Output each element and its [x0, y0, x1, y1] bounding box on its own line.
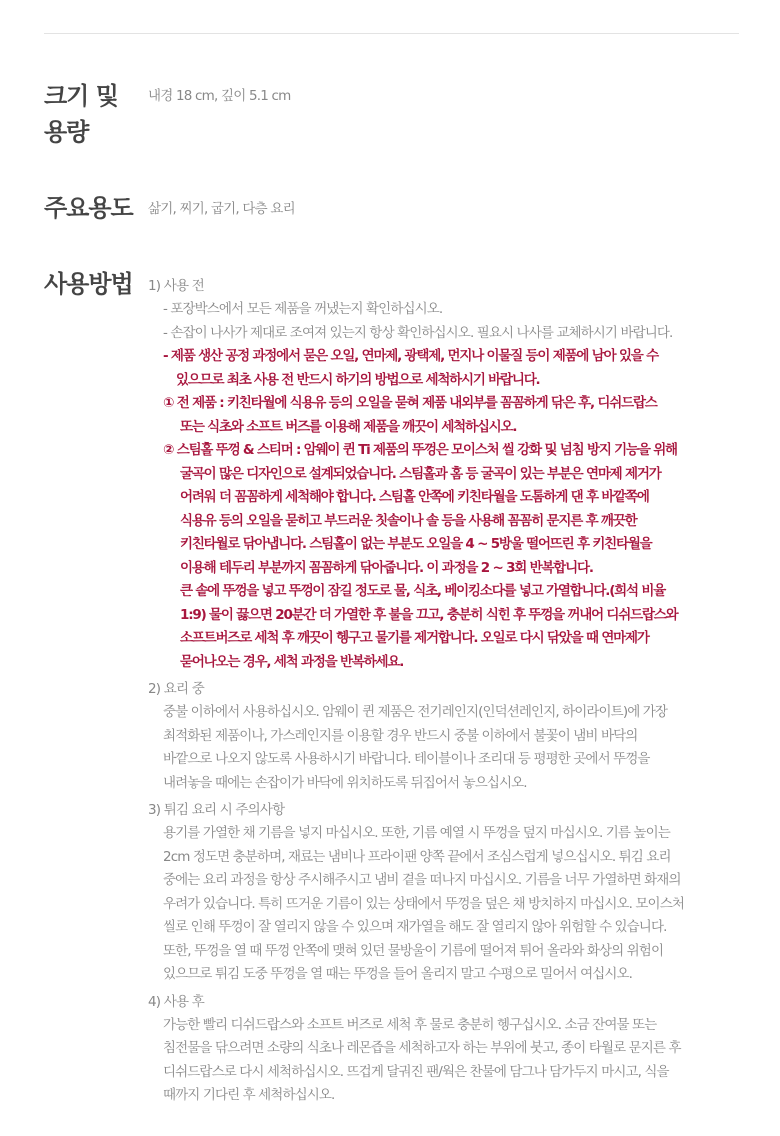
during-cooking-line: 내려놓을 때에는 손잡이가 바닥에 위치하도록 뒤집어서 놓으십시오. [163, 774, 527, 791]
step2-line: 식용유 등의 오일을 묻히고 부드러운 칫솔이나 솔 등을 사용해 꼼꼼히 문지른 후 깨끗한 [180, 512, 637, 529]
size-heading-line2: 용량 [44, 118, 89, 146]
step2-line: 큰 솥에 뚜껑을 넣고 뚜껑이 잠길 정도로 물, 식초, 베이킹소다를 넣고 가열합니다.(희석 비율 [180, 583, 666, 599]
usage-section [44, 190, 744, 230]
during-cooking-line: 중불 이하에서 사용하십시오. 암웨이 퀸 제품은 전기레인지(인덕션레인지, 하이라이트)에 가장 [163, 704, 668, 720]
after-use-line: 가능한 빨리 디쉬드랍스와 소프트 버즈로 세척 후 물로 충분히 헹구십시오. 소금 잔여물 또는 [163, 1016, 657, 1033]
during-cooking-block [148, 678, 738, 795]
step2-line: 1:9) 물이 끓으면 20분간 더 가열한 후 불을 끄고, 충분히 식힌 후 뚜껑을 꺼내어 디쉬드랍스와 [180, 606, 678, 623]
step2-line: 키친타월로 닦아냅니다. 스팀홀이 없는 부분도 오일을 4 ~ 5방울 떨어뜨린 후 키친타월을 [180, 536, 652, 552]
before-use-line: - 손잡이 나사가 제대로 조여져 있는지 항상 확인하십시오. 필요시 나사를 교체하시기 바랍니다. [163, 324, 673, 341]
size-heading [44, 78, 144, 150]
before-use-warning-line: - 제품 생산 공정 과정에서 묻은 오일, 연마제, 광택제, 먼지나 이물질 등이 제품에 남아 있을 수 [163, 348, 658, 364]
after-use-block [148, 991, 738, 1108]
size-section [44, 78, 744, 153]
step2-line: 묻어나오는 경우, 세척 과정을 반복하세요. [180, 653, 404, 670]
during-cooking-line: 바깥으로 나오지 않도록 사용하시기 바랍니다. 테이블이나 조리대 등 평평한 곳에서 뚜껑을 [163, 751, 650, 767]
top-divider [44, 33, 739, 34]
frying-caution-block [148, 799, 738, 987]
frying-caution-line: 또한, 뚜껑을 열 때 뚜껑 안쪽에 맺혀 있던 물방울이 기름에 떨어져 튀어 올라와 화상의 위험이 [163, 942, 664, 959]
howto-heading: 사용방법 [44, 270, 133, 298]
frying-caution-line: 중에는 요리 과정을 항상 주시해주시고 냄비 곁을 떠나지 마십시오. 기름을 너무 가열하면 화재의 [163, 872, 681, 888]
step2-line: 굴곡이 많은 디자인으로 설계되었습니다. 스팀홀과 홈 등 굴곡이 있는 부분은 연마제 제거가 [180, 465, 661, 482]
after-use-title: 4) 사용 후 [148, 993, 204, 1010]
after-use-line: 때까지 기다린 후 세척하십시오. [163, 1087, 335, 1103]
before-use-line: - 포장박스에서 모든 제품을 꺼냈는지 확인하십시오. [163, 301, 443, 317]
howto-section [44, 266, 744, 1116]
frying-caution-line: 씰로 인해 뚜껑이 잘 열리지 않을 수 있으며 재가열을 해도 잘 열리지 않아 위험할 수 있습니다. [163, 919, 667, 935]
usage-heading: 주요용도 [44, 194, 133, 222]
howto-body [148, 275, 738, 1108]
after-use-line: 디쉬드랍스로 다시 세척하십시오. 뜨겁게 달궈진 팬/웍은 찬물에 담그나 담가두지 마시고, 식을 [163, 1063, 669, 1080]
frying-caution-line: 우려가 있습니다. 특히 뜨거운 기름이 있는 상태에서 뚜껑을 덮은 채 방치하지 마십시오. 모이스처 [163, 895, 684, 912]
step2-line: ② 스팀홀 뚜껑 & 스티머 : 암웨이 퀸 Ti 제품의 뚜껑은 모이스처 씰 강화 및 넘침 방지 기능을 위해 [163, 442, 677, 458]
before-use-block [148, 275, 738, 674]
size-value: 내경 18 cm, 깊이 5.1 cm [148, 88, 291, 104]
usage-value: 삶기, 찌기, 굽기, 다층 요리 [148, 201, 295, 217]
step1-line: ① 전 제품 : 키친타월에 식용유 등의 오일을 묻혀 제품 내외부를 꼼꼼하게 닦은 후, 디쉬드랍스 [163, 395, 657, 411]
frying-caution-title: 3) 튀김 요리 시 주의사항 [148, 802, 285, 818]
frying-caution-line: 있으므로 튀김 도중 뚜껑을 열 때는 뚜껑을 들어 올리지 말고 수평으로 밀어서 여십시오. [163, 966, 633, 982]
during-cooking-line: 최적화된 제품이나, 가스레인지를 이용할 경우 반드시 중불 이하에서 불꽃이 냄비 바닥의 [163, 727, 638, 744]
step1-line: 또는 식초와 소프트 버즈를 이용해 제품을 깨끗이 세척하십시오. [180, 418, 517, 435]
frying-caution-line: 용기를 가열한 채 기름을 넣지 마십시오. 또한, 기름 예열 시 뚜껑을 덮지 마십시오. 기름 높이는 [163, 825, 670, 841]
after-use-line: 침전물을 닦으려면 소량의 식초나 레몬즙을 세척하고자 하는 부위에 붓고, 종이 타월로 문지른 후 [163, 1040, 681, 1056]
during-cooking-title: 2) 요리 중 [148, 681, 204, 697]
step2-line: 어려워 더 꼼꼼하게 세척해야 합니다. 스팀홀 안쪽에 키친타월을 도톰하게 댄 후 바깥쪽에 [180, 489, 649, 505]
before-use-title: 1) 사용 전 [148, 278, 204, 294]
before-use-warning-line: 있으므로 최초 사용 전 반드시 하기의 방법으로 세척하시기 바랍니다. [176, 371, 540, 388]
frying-caution-line: 2cm 정도면 충분하며, 재료는 냄비나 프라이팬 양쪽 끝에서 조심스럽게 넣으십시오. 튀김 요리 [163, 848, 671, 865]
step2-line: 이용해 테두리 부분까지 꼼꼼하게 닦아줍니다. 이 과정을 2 ~ 3회 반복합니다. [180, 559, 593, 576]
step2-line: 소프트버즈로 세척 후 깨끗이 헹구고 물기를 제거합니다. 오일로 다시 닦았을 때 연마제가 [180, 630, 649, 646]
size-heading-line1: 크기 및 [44, 82, 118, 110]
